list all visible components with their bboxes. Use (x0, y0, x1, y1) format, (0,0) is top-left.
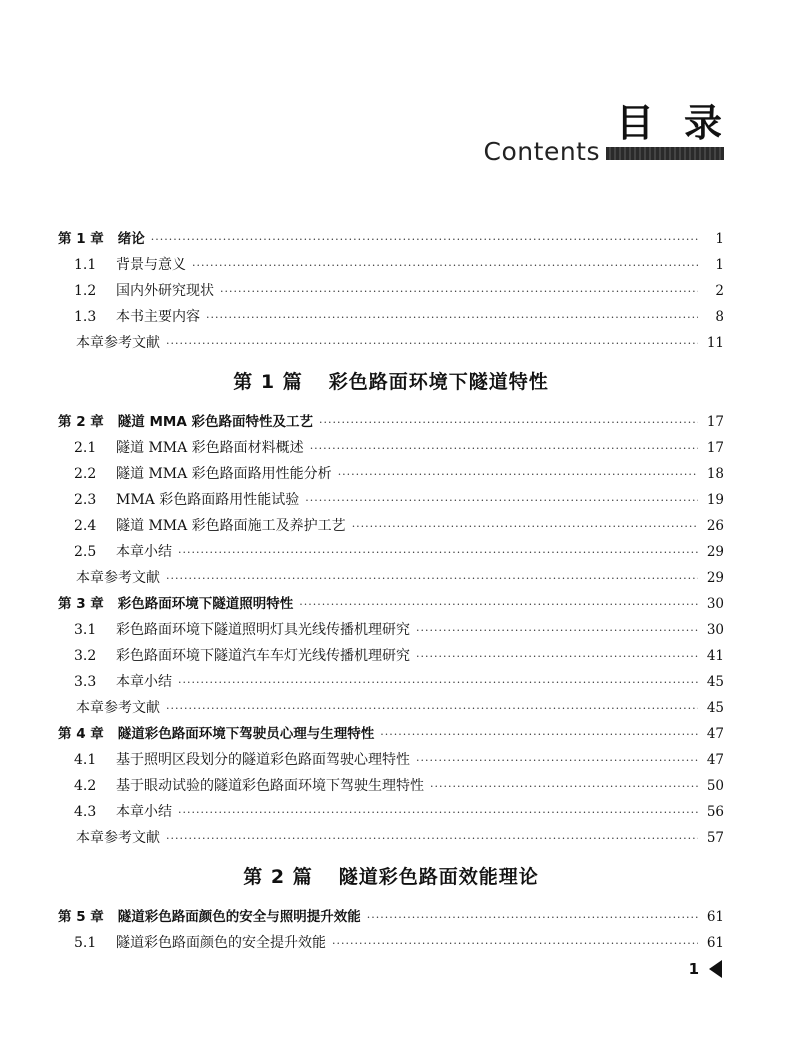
triangle-left-icon (709, 960, 722, 978)
chapter-number: 第 1 章 (58, 231, 104, 247)
toc-section-4-1[interactable] (58, 747, 724, 773)
leader-dots (220, 279, 698, 305)
page-ref: 47 (706, 726, 724, 742)
toc-part-2[interactable] (58, 851, 724, 904)
page-ref: 30 (706, 596, 724, 612)
section-number: 4.1 (74, 752, 97, 768)
leader-dots (430, 774, 698, 800)
section-title: 本书主要内容 (116, 309, 200, 325)
section-title: 基于照明区段划分的隧道彩色路面驾驶心理特性 (116, 752, 410, 768)
part-title: 彩色路面环境下隧道特性 (328, 371, 549, 393)
section-number: 2.5 (74, 544, 97, 560)
leader-dots (332, 931, 698, 957)
section-number: 1.1 (74, 257, 97, 273)
section-title: 本章小结 (116, 804, 172, 820)
leader-dots (166, 696, 698, 722)
page-ref: 29 (706, 544, 724, 560)
decorative-bar (606, 147, 724, 160)
leader-dots (178, 540, 698, 566)
section-title: 本章小结 (116, 674, 172, 690)
part-number: 第 2 篇 (243, 866, 313, 888)
chapter-title: 隧道彩色路面颜色的安全与照明提升效能 (117, 909, 361, 925)
section-number: 5.1 (74, 935, 97, 951)
section-number: 2.2 (74, 466, 97, 482)
leader-dots (178, 670, 698, 696)
part-number: 第 1 篇 (233, 371, 303, 393)
leader-dots (166, 566, 698, 592)
references-title: 本章参考文献 (76, 830, 160, 846)
leader-dots (305, 488, 698, 514)
toc-chapter-4[interactable] (58, 721, 724, 747)
toc-section-1-1[interactable] (58, 252, 724, 278)
leader-dots (338, 462, 698, 488)
page-ref: 11 (706, 335, 724, 351)
leader-dots (151, 227, 698, 253)
toc-section-1-2[interactable] (58, 278, 724, 304)
references-title: 本章参考文献 (76, 700, 160, 716)
toc-chapter-5[interactable] (58, 904, 724, 930)
toc-section-2-2[interactable] (58, 461, 724, 487)
page-ref: 2 (715, 283, 724, 299)
leader-dots (166, 331, 698, 357)
page-ref: 18 (706, 466, 724, 482)
section-title: 隧道 MMA 彩色路面路用性能分析 (116, 466, 332, 482)
page-ref: 56 (706, 804, 724, 820)
page-ref: 17 (706, 440, 724, 456)
contents-label: Contents (483, 137, 600, 166)
leader-dots (178, 800, 698, 826)
page-ref: 50 (706, 778, 724, 794)
page-ref: 41 (706, 648, 724, 664)
leader-dots (367, 905, 698, 931)
page-number: 1 (688, 960, 699, 978)
page-ref: 45 (706, 674, 724, 690)
page-ref: 61 (706, 909, 724, 925)
section-number: 3.1 (74, 622, 97, 638)
section-number: 4.3 (74, 804, 97, 820)
toc-section-2-5[interactable] (58, 539, 724, 565)
toc-section-3-2[interactable] (58, 643, 724, 669)
chapter-title: 绪论 (117, 231, 145, 247)
section-title: 国内外研究现状 (116, 283, 214, 299)
page-ref: 26 (706, 518, 724, 534)
toc-section-4-2[interactable] (58, 773, 724, 799)
section-title: 隧道 MMA 彩色路面材料概述 (116, 440, 304, 456)
section-number: 2.1 (74, 440, 97, 456)
leader-dots (206, 305, 698, 331)
chapter-title: 隧道 MMA 彩色路面特性及工艺 (117, 414, 314, 430)
part-title: 隧道彩色路面效能理论 (338, 866, 539, 888)
section-number: 3.2 (74, 648, 97, 664)
toc-part-1[interactable] (58, 356, 724, 409)
toc-references-1[interactable] (58, 330, 724, 356)
leader-dots (166, 826, 698, 852)
page-ref: 30 (706, 622, 724, 638)
leader-dots (416, 748, 698, 774)
leader-dots (416, 644, 698, 670)
section-title: 本章小结 (116, 544, 172, 560)
section-number: 2.4 (74, 518, 97, 534)
page-footer (689, 960, 722, 978)
toc-section-2-1[interactable] (58, 435, 724, 461)
chapter-number: 第 2 章 (58, 414, 104, 430)
section-number: 4.2 (74, 778, 97, 794)
references-title: 本章参考文献 (76, 335, 160, 351)
leader-dots (352, 514, 698, 540)
page-title: 目录 (615, 101, 752, 145)
section-number: 3.3 (74, 674, 97, 690)
page-ref: 1 (715, 257, 724, 273)
section-number: 1.3 (74, 309, 97, 325)
page-ref: 8 (715, 309, 724, 325)
toc-section-5-1[interactable] (58, 930, 724, 956)
page-ref: 29 (706, 570, 724, 586)
section-number: 1.2 (74, 283, 97, 299)
toc-chapter-1[interactable] (58, 226, 724, 252)
contents-subtitle (484, 137, 724, 166)
section-title: 隧道彩色路面颜色的安全提升效能 (116, 935, 326, 951)
section-title: MMA 彩色路面路用性能试验 (116, 492, 300, 508)
chapter-title: 隧道彩色路面环境下驾驶员心理与生理特性 (117, 726, 375, 742)
chapter-number: 第 3 章 (58, 596, 104, 612)
toc-section-1-3[interactable] (58, 304, 724, 330)
section-number: 2.3 (74, 492, 97, 508)
references-title: 本章参考文献 (76, 570, 160, 586)
section-title: 背景与意义 (116, 257, 186, 273)
page-ref: 1 (715, 231, 724, 247)
chapter-number: 第 5 章 (58, 909, 104, 925)
toc-references-4[interactable] (58, 825, 724, 851)
page-ref: 47 (706, 752, 724, 768)
page-ref: 17 (706, 414, 724, 430)
toc-section-3-3[interactable] (58, 669, 724, 695)
section-title: 彩色路面环境下隧道汽车车灯光线传播机理研究 (116, 648, 410, 664)
chapter-number: 第 4 章 (58, 726, 104, 742)
page-ref: 57 (706, 830, 724, 846)
leader-dots (380, 722, 698, 748)
table-of-contents (58, 226, 724, 956)
toc-section-3-1[interactable] (58, 617, 724, 643)
leader-dots (310, 436, 698, 462)
toc-section-2-3[interactable] (58, 487, 724, 513)
leader-dots (319, 410, 698, 436)
toc-chapter-3[interactable] (58, 591, 724, 617)
page-ref: 19 (706, 492, 724, 508)
section-title: 隧道 MMA 彩色路面施工及养护工艺 (116, 518, 346, 534)
toc-chapter-2[interactable] (58, 409, 724, 435)
page-ref: 61 (706, 935, 724, 951)
toc-references-2[interactable] (58, 565, 724, 591)
page-ref: 45 (706, 700, 724, 716)
toc-references-3[interactable] (58, 695, 724, 721)
toc-section-4-3[interactable] (58, 799, 724, 825)
section-title: 基于眼动试验的隧道彩色路面环境下驾驶生理特性 (116, 778, 424, 794)
toc-section-2-4[interactable] (58, 513, 724, 539)
leader-dots (299, 592, 698, 618)
chapter-title: 彩色路面环境下隧道照明特性 (117, 596, 294, 612)
leader-dots (416, 618, 698, 644)
leader-dots (192, 253, 698, 279)
section-title: 彩色路面环境下隧道照明灯具光线传播机理研究 (116, 622, 410, 638)
